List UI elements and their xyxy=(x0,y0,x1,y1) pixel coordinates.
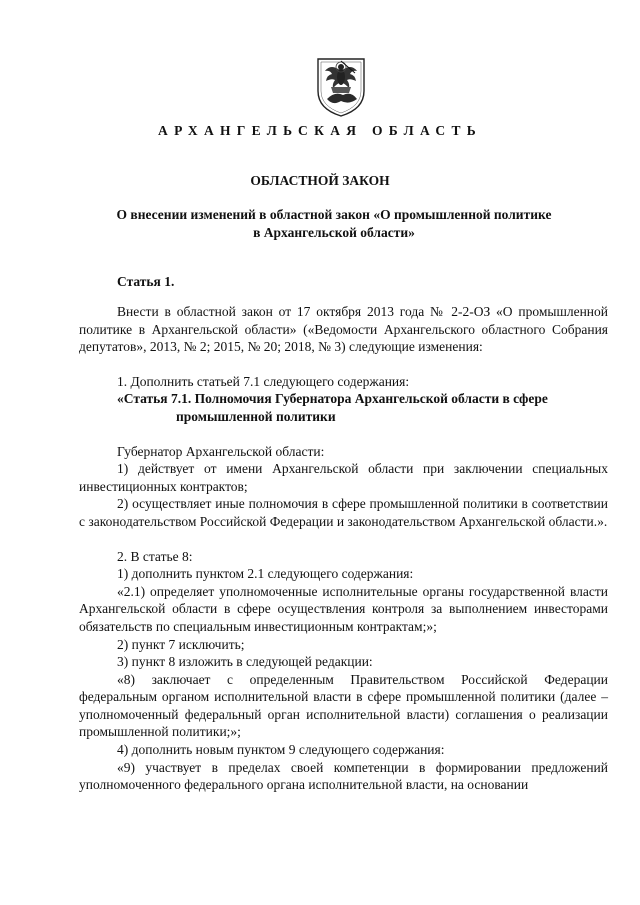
law-subject-line: в Архангельской области» xyxy=(253,225,415,240)
paragraph-intro: Внести в областной закон от 17 октября 2013 года № 2-2-ОЗ «О промышленной политике в Архангельской области» («Ведомости Архангельского областного Собрания депутатов», 2013, № 2; 2015, № 20; 2018, № 3) следующие изменения: xyxy=(79,304,608,355)
law-subject xyxy=(84,206,584,242)
paragraph-item2-4: 4) дополнить новым пунктом 9 следующего содержания: xyxy=(117,742,445,758)
law-title: ОБЛАСТНОЙ ЗАКОН xyxy=(250,173,390,188)
paragraph-item2-3: 3) пункт 8 изложить в следующей редакции: xyxy=(117,654,373,670)
paragraph-item2-3-text: «8) заключает с определенным Правительством Российской Федерации федеральным органом исполнительной власти в сфере промышленной политики (далее – уполномоченный федеральный орган исполнительной власти) соглашения о реализации промышленной политики;»; xyxy=(79,671,608,740)
region-name: АРХАНГЕЛЬСКАЯ ОБЛАСТЬ xyxy=(158,123,482,138)
paragraph-gov2: 2) осуществляет иные полномочия в сфере промышленной политики в соответствии с законодательством Российской Федерации и законодательством Архангельской области.». xyxy=(79,496,608,529)
paragraph-item2-1-text: «2.1) определяет уполномоченные исполнительные органы государственной власти Архангельской области в сфере осуществления контроля за выполнением инвесторами обязательств по специальным инвестиционным контрактам;»; xyxy=(79,583,608,634)
paragraph-governor: Губернатор Архангельской области: xyxy=(117,443,325,459)
paragraph-item2-2: 2) пункт 7 исключить; xyxy=(117,636,245,652)
paragraph-gov1: 1) действует от имени Архангельской области при заключении специальных инвестиционных контрактов; xyxy=(79,461,608,494)
paragraph-item2: 2. В статье 8: xyxy=(117,548,193,564)
paragraph-item2-1: 1) дополнить пунктом 2.1 следующего содержания: xyxy=(117,566,414,582)
article-body xyxy=(79,303,608,794)
paragraph-item2-4-text: «9) участвует в пределах своей компетенции в формировании предложений уполномоченного федерального органа исполнительной власти, на основании xyxy=(79,759,608,793)
new-article-heading-cont: промышленной политики xyxy=(176,408,336,424)
paragraph-item1: 1. Дополнить статьей 7.1 следующего содержания: xyxy=(117,373,410,389)
law-subject-line: О внесении изменений в областной закон «О промышленной политике xyxy=(116,207,552,222)
article-heading: Статья 1. xyxy=(117,274,175,289)
new-article-heading: «Статья 7.1. Полномочия Губернатора Архангельской области в сфере xyxy=(117,391,548,407)
coat-of-arms-icon xyxy=(315,57,367,117)
